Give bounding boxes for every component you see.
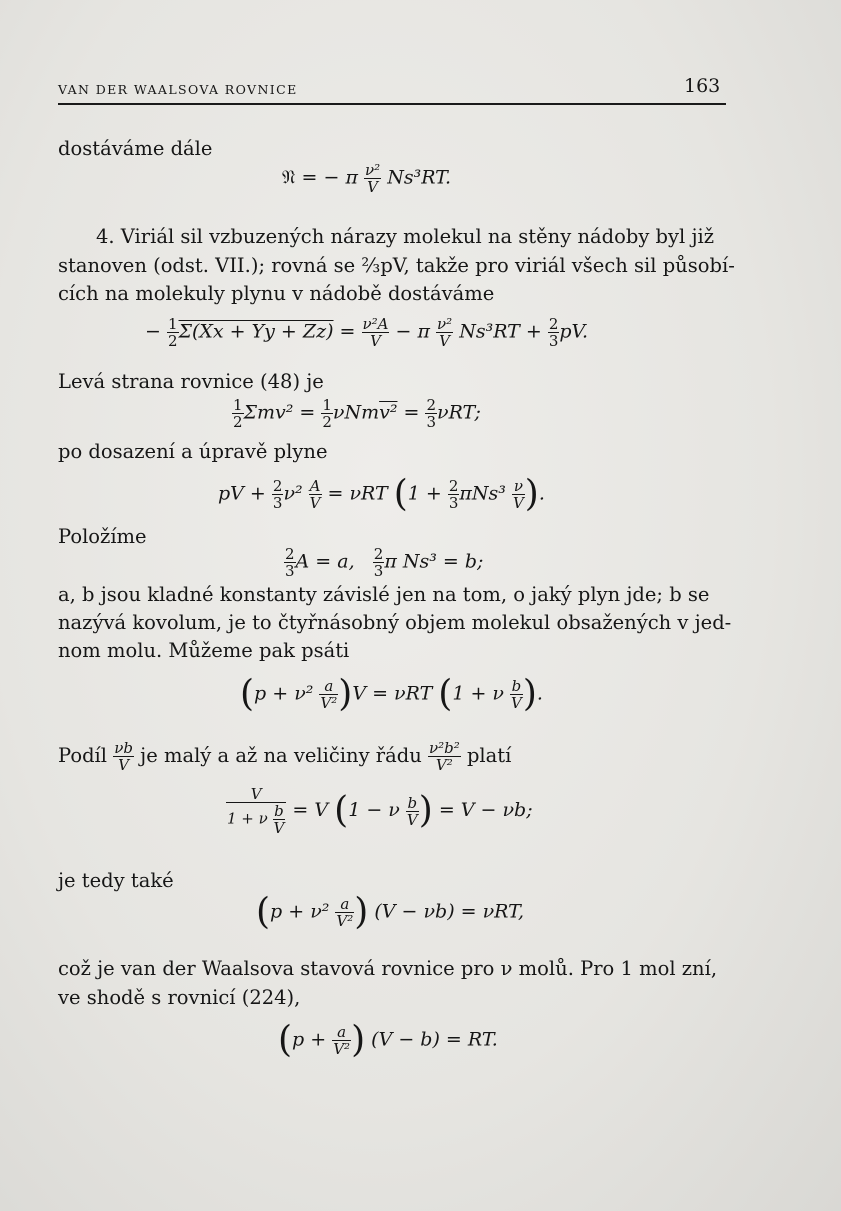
- header-rule: [58, 103, 726, 105]
- equation-4: pV + $\frac{2}{3}$ ν² $\frac{A}{V}$ = νRT (1 + $\frac{2}{3}$ πNs³ $\frac{\nu}{V}$ ).: [218, 473, 545, 515]
- equation-5: $\frac{2}{3}$ A = a, $\frac{2}{3}$ π Ns³ = b;: [285, 545, 484, 580]
- paragraph-4-line1: 4. Viriál sil vzbuzených nárazy molekul na stěny nádoby byl již: [96, 225, 715, 248]
- equation-8: (p + ν² $\frac{a}{\text{V²}}$ ) (V − νb) = νRT,: [256, 891, 525, 933]
- paragraph-constants-line2: nazývá kovolum, je to čtyřnásobný objem molekul obsažených v jed-: [58, 611, 732, 634]
- paragraph-4-line3: cích na molekuly plynu v nádobě dostáváme: [58, 282, 495, 305]
- paragraph-substitution: po dosazení a úpravě plyne: [58, 440, 328, 463]
- equation-2: − $\frac{1}{2}$ Σ(Xx + Yy + Zz) = $\frac{\text{ν²A}}{V}$ − π $\frac{\text{ν²}}{V}$ Ns³RT + $\frac{2}{3}$ pV.: [145, 315, 588, 350]
- equation-6: (p + ν² $\frac{a}{\text{V²}}$ )V = νRT (1 + ν $\frac{b}{V}$ ).: [240, 673, 543, 715]
- equation-7: V 1 + ν $\frac{b}{V}$ = V (1 − ν $\frac{b}{V}$ ) = V − νb;: [227, 785, 533, 837]
- equation-1: 𝔑 = − π $\frac{\text{ν²}}{V}$ Ns³RT.: [282, 161, 452, 196]
- paragraph-therefore: je tedy také: [58, 869, 174, 892]
- paragraph-van-der-waals-line1: což je van der Waalsova stavová rovnice pro ν molů. Pro 1 mol zní,: [58, 957, 718, 980]
- equation-3: $\frac{1}{2}$ Σmv² = $\frac{1}{2}$ νNmv² = $\frac{2}{3}$ νRT;: [233, 396, 481, 431]
- running-header: VAN DER WAALSOVA ROVNICE: [58, 82, 298, 97]
- paragraph-van-der-waals-line2: ve shodě s rovnicí (224),: [58, 986, 301, 1009]
- paragraph-left-side: Levá strana rovnice (48) je: [58, 370, 324, 393]
- paragraph-intro: dostáváme dále: [58, 137, 213, 160]
- paragraph-constants-line3: nom molu. Můžeme pak psáti: [58, 639, 350, 662]
- page-number: 163: [684, 75, 721, 97]
- paragraph-constants-line1: a, b jsou kladné konstanty závislé jen na tom, o jaký plyn jde; b se: [58, 583, 710, 606]
- paragraph-set: Položíme: [58, 525, 147, 548]
- equation-9: (p + $\frac{a}{\text{V²}}$ ) (V − b) = RT.: [278, 1019, 498, 1061]
- paragraph-ratio: Podíl $\frac{\nu b}{V}$ je malý a až na veličiny řádu $\frac{\text{ν²b²}}{\text{V²}}$ platí: [58, 739, 512, 774]
- paragraph-4-line2: stanoven (odst. VII.); rovná se ⅔pV, takže pro viriál všech sil působí-: [58, 254, 735, 277]
